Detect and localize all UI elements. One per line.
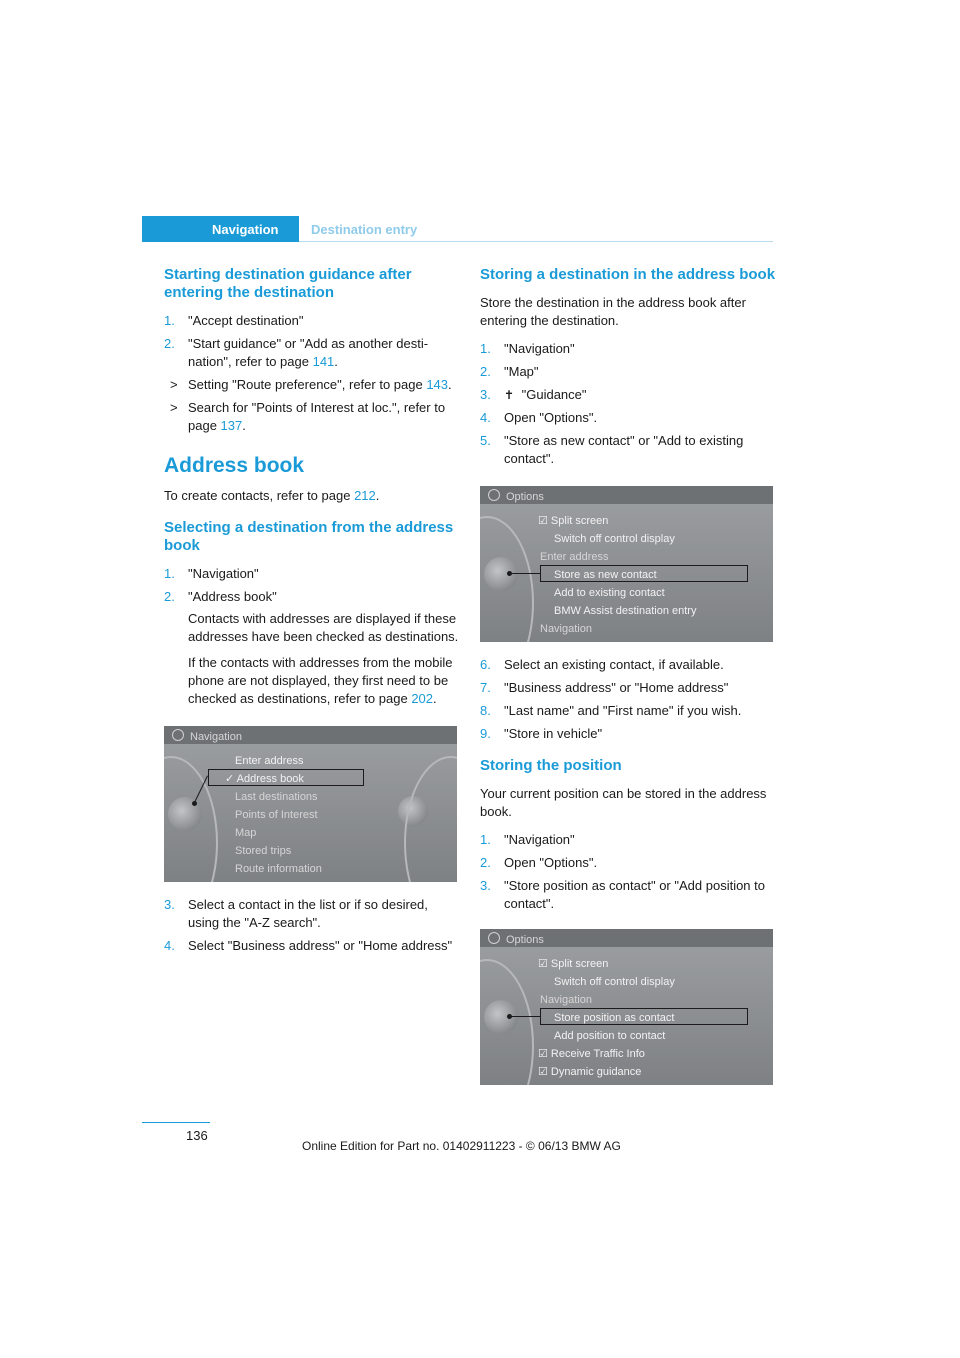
highlight-frame: [540, 1008, 748, 1025]
menu-item: Enter address: [540, 551, 609, 563]
bullet-text: Search for "Points of Interest at loc.", refer to page: [188, 400, 446, 433]
list-item: [480, 877, 776, 913]
step-number: 2.: [164, 589, 175, 604]
step-number: 9.: [480, 726, 491, 741]
step-number: 3.: [164, 897, 175, 912]
menu-item: BMW Assist destination entry: [554, 605, 697, 617]
highlight-frame: [540, 565, 748, 582]
step-text: "Business address" or "Home address": [504, 680, 729, 695]
pointer-dot: [507, 571, 512, 576]
header-subsection: Destination entry: [311, 222, 418, 237]
step-text: Select a contact in the list or if so desired, using the "A-Z search".: [188, 897, 428, 930]
step-number: 4.: [480, 410, 491, 425]
step-number: 3.: [480, 878, 491, 893]
screen-title: Navigation: [190, 731, 242, 743]
pointer-line: [510, 1016, 540, 1017]
step-number: 6.: [480, 657, 491, 672]
options-icon: [488, 932, 500, 944]
step-text: "Start guidance" or "Add as another desti-nation", refer to page: [188, 336, 429, 369]
menu-item: Stored trips: [235, 845, 292, 857]
menu-item: Route information: [235, 863, 322, 875]
left-column: [164, 266, 460, 960]
step-number: 3.: [480, 387, 491, 402]
list-item: [164, 312, 460, 330]
footer-rule: [142, 1122, 210, 1123]
list-item: [164, 376, 460, 394]
highlight-frame: [208, 769, 364, 786]
controller-knob-icon: [484, 1000, 518, 1034]
menu-item: ☑ Split screen: [538, 515, 609, 527]
menu-item: Navigation: [540, 994, 592, 1006]
list-item: [480, 409, 776, 427]
screenshot-navigation-menu: [164, 726, 457, 882]
menu-item: ☑ Dynamic guidance: [538, 1066, 642, 1078]
position-intro: Your current position can be stored in the address book.: [480, 786, 767, 819]
step-number: 8.: [480, 703, 491, 718]
step-paragraph: Contacts with addresses are displayed if these addresses have been checked as destinations.: [188, 611, 459, 644]
page-link[interactable]: 202: [411, 691, 434, 706]
bullet-tail: .: [242, 418, 246, 433]
list-item: [480, 725, 776, 743]
page-link[interactable]: 143: [426, 377, 449, 392]
controller-knob-icon: [484, 557, 518, 591]
header-rule: [299, 241, 773, 242]
store-intro: Store the destination in the address book after entering the destination.: [480, 295, 746, 328]
menu-item: Points of Interest: [235, 809, 318, 821]
navigation-icon: [172, 729, 184, 741]
bullet-mark: >: [170, 377, 178, 392]
edition-notice: Online Edition for Part no. 01402911223 - © 06/13 BMW AG: [302, 1139, 621, 1153]
list-item: [480, 340, 776, 358]
list-item: [164, 565, 460, 583]
step-number: 2.: [480, 364, 491, 379]
page-link[interactable]: 137: [220, 418, 243, 433]
step-number: 7.: [480, 680, 491, 695]
list-item: [480, 432, 776, 468]
guidance-icon: ✝: [504, 388, 515, 402]
menu-item: ☑ Split screen: [538, 958, 609, 970]
bullet-text: Setting "Route preference", refer to page: [188, 377, 427, 392]
step-number: 1.: [164, 566, 175, 581]
menu-item: Navigation: [540, 623, 592, 635]
step-text: "Navigation": [188, 566, 259, 581]
screenshot-options-store-position: [480, 929, 773, 1085]
bullet-tail: .: [448, 377, 452, 392]
step-number: 2.: [164, 336, 175, 351]
list-item: [164, 335, 460, 371]
list-item: [164, 399, 460, 435]
menu-item: Map: [235, 827, 257, 839]
page-link[interactable]: 141: [312, 354, 335, 369]
list-item: [164, 896, 460, 932]
screenshot-options-store-contact: [480, 486, 773, 642]
step-tail: .: [433, 691, 437, 706]
step-text: "Address book": [188, 589, 277, 604]
heading-start-guidance: Starting destination guidance after entering the destination: [164, 266, 412, 301]
pointer-dot: [507, 1014, 512, 1019]
pointer-line: [510, 573, 540, 574]
contacts-paragraph: [164, 487, 460, 505]
step-text: "Store in vehicle": [504, 726, 603, 741]
menu-item: Switch off control display: [554, 976, 675, 988]
list-item: [480, 386, 776, 404]
step-text: Select "Business address" or "Home address": [188, 938, 453, 953]
menu-item: Add position to contact: [554, 1030, 666, 1042]
menu-item: Enter address: [235, 755, 304, 767]
list-item: [480, 679, 776, 697]
step-number: 1.: [480, 832, 491, 847]
bullet-mark: >: [170, 400, 178, 415]
list-item: [480, 702, 776, 720]
page-number: 136: [186, 1128, 208, 1143]
step-number: 1.: [480, 341, 491, 356]
step-number: 1.: [164, 313, 175, 328]
menu-item-selected: ✓ Address book: [225, 773, 304, 785]
options-icon: [488, 489, 500, 501]
step-text: "Navigation": [504, 832, 575, 847]
step-text: Select an existing contact, if available.: [504, 657, 724, 672]
step-text: "Store as new contact" or "Add to existing contact".: [504, 433, 744, 466]
right-column: [480, 266, 776, 1099]
step-number: 2.: [480, 855, 491, 870]
step-paragraph: [188, 654, 460, 708]
menu-item: Add to existing contact: [554, 587, 665, 599]
contacts-tail: .: [375, 488, 380, 503]
step-text: "Last name" and "First name" if you wish.: [504, 703, 742, 718]
list-item: [164, 588, 460, 708]
controller-arc: [404, 756, 457, 882]
heading-storing-destination: Storing a destination in the address book: [480, 266, 776, 283]
list-item: [480, 363, 776, 381]
list-item: [480, 656, 776, 674]
contacts-text: To create contacts, refer to page: [164, 488, 355, 503]
step-text: Open "Options".: [504, 410, 598, 425]
screen-title: Options: [506, 934, 544, 946]
menu-item: ☑ Receive Traffic Info: [538, 1048, 645, 1060]
page-link[interactable]: 212: [354, 488, 376, 503]
step-text: "Guidance": [521, 387, 587, 402]
list-item: [164, 937, 460, 955]
step-number: 4.: [164, 938, 175, 953]
pointer-dot: [192, 801, 197, 806]
list-item: [480, 854, 776, 872]
heading-address-book: Address book: [164, 454, 305, 477]
step-text: "Store position as contact" or "Add position to contact".: [504, 878, 765, 911]
step-text: "Map": [504, 364, 539, 379]
step-text: "Navigation": [504, 341, 575, 356]
menu-item: Last destinations: [235, 791, 318, 803]
step-text: "Accept destination": [188, 313, 304, 328]
step-paragraph-text: If the contacts with addresses from the mobile phone are not displayed, they first need to be checked as destinations, refer to page: [188, 655, 453, 706]
list-item: [480, 831, 776, 849]
step-text: Open "Options".: [504, 855, 598, 870]
menu-item: Switch off control display: [554, 533, 675, 545]
heading-storing-position: Storing the position: [480, 757, 622, 774]
screen-title: Options: [506, 491, 544, 503]
menu-item-selected: Store as new contact: [554, 569, 657, 581]
step-number: 5.: [480, 433, 491, 448]
header-section: Navigation: [212, 222, 279, 237]
heading-select-destination: Selecting a destination from the address book: [164, 519, 454, 554]
step-tail: .: [334, 354, 338, 369]
menu-item-selected: Store position as contact: [554, 1012, 675, 1024]
